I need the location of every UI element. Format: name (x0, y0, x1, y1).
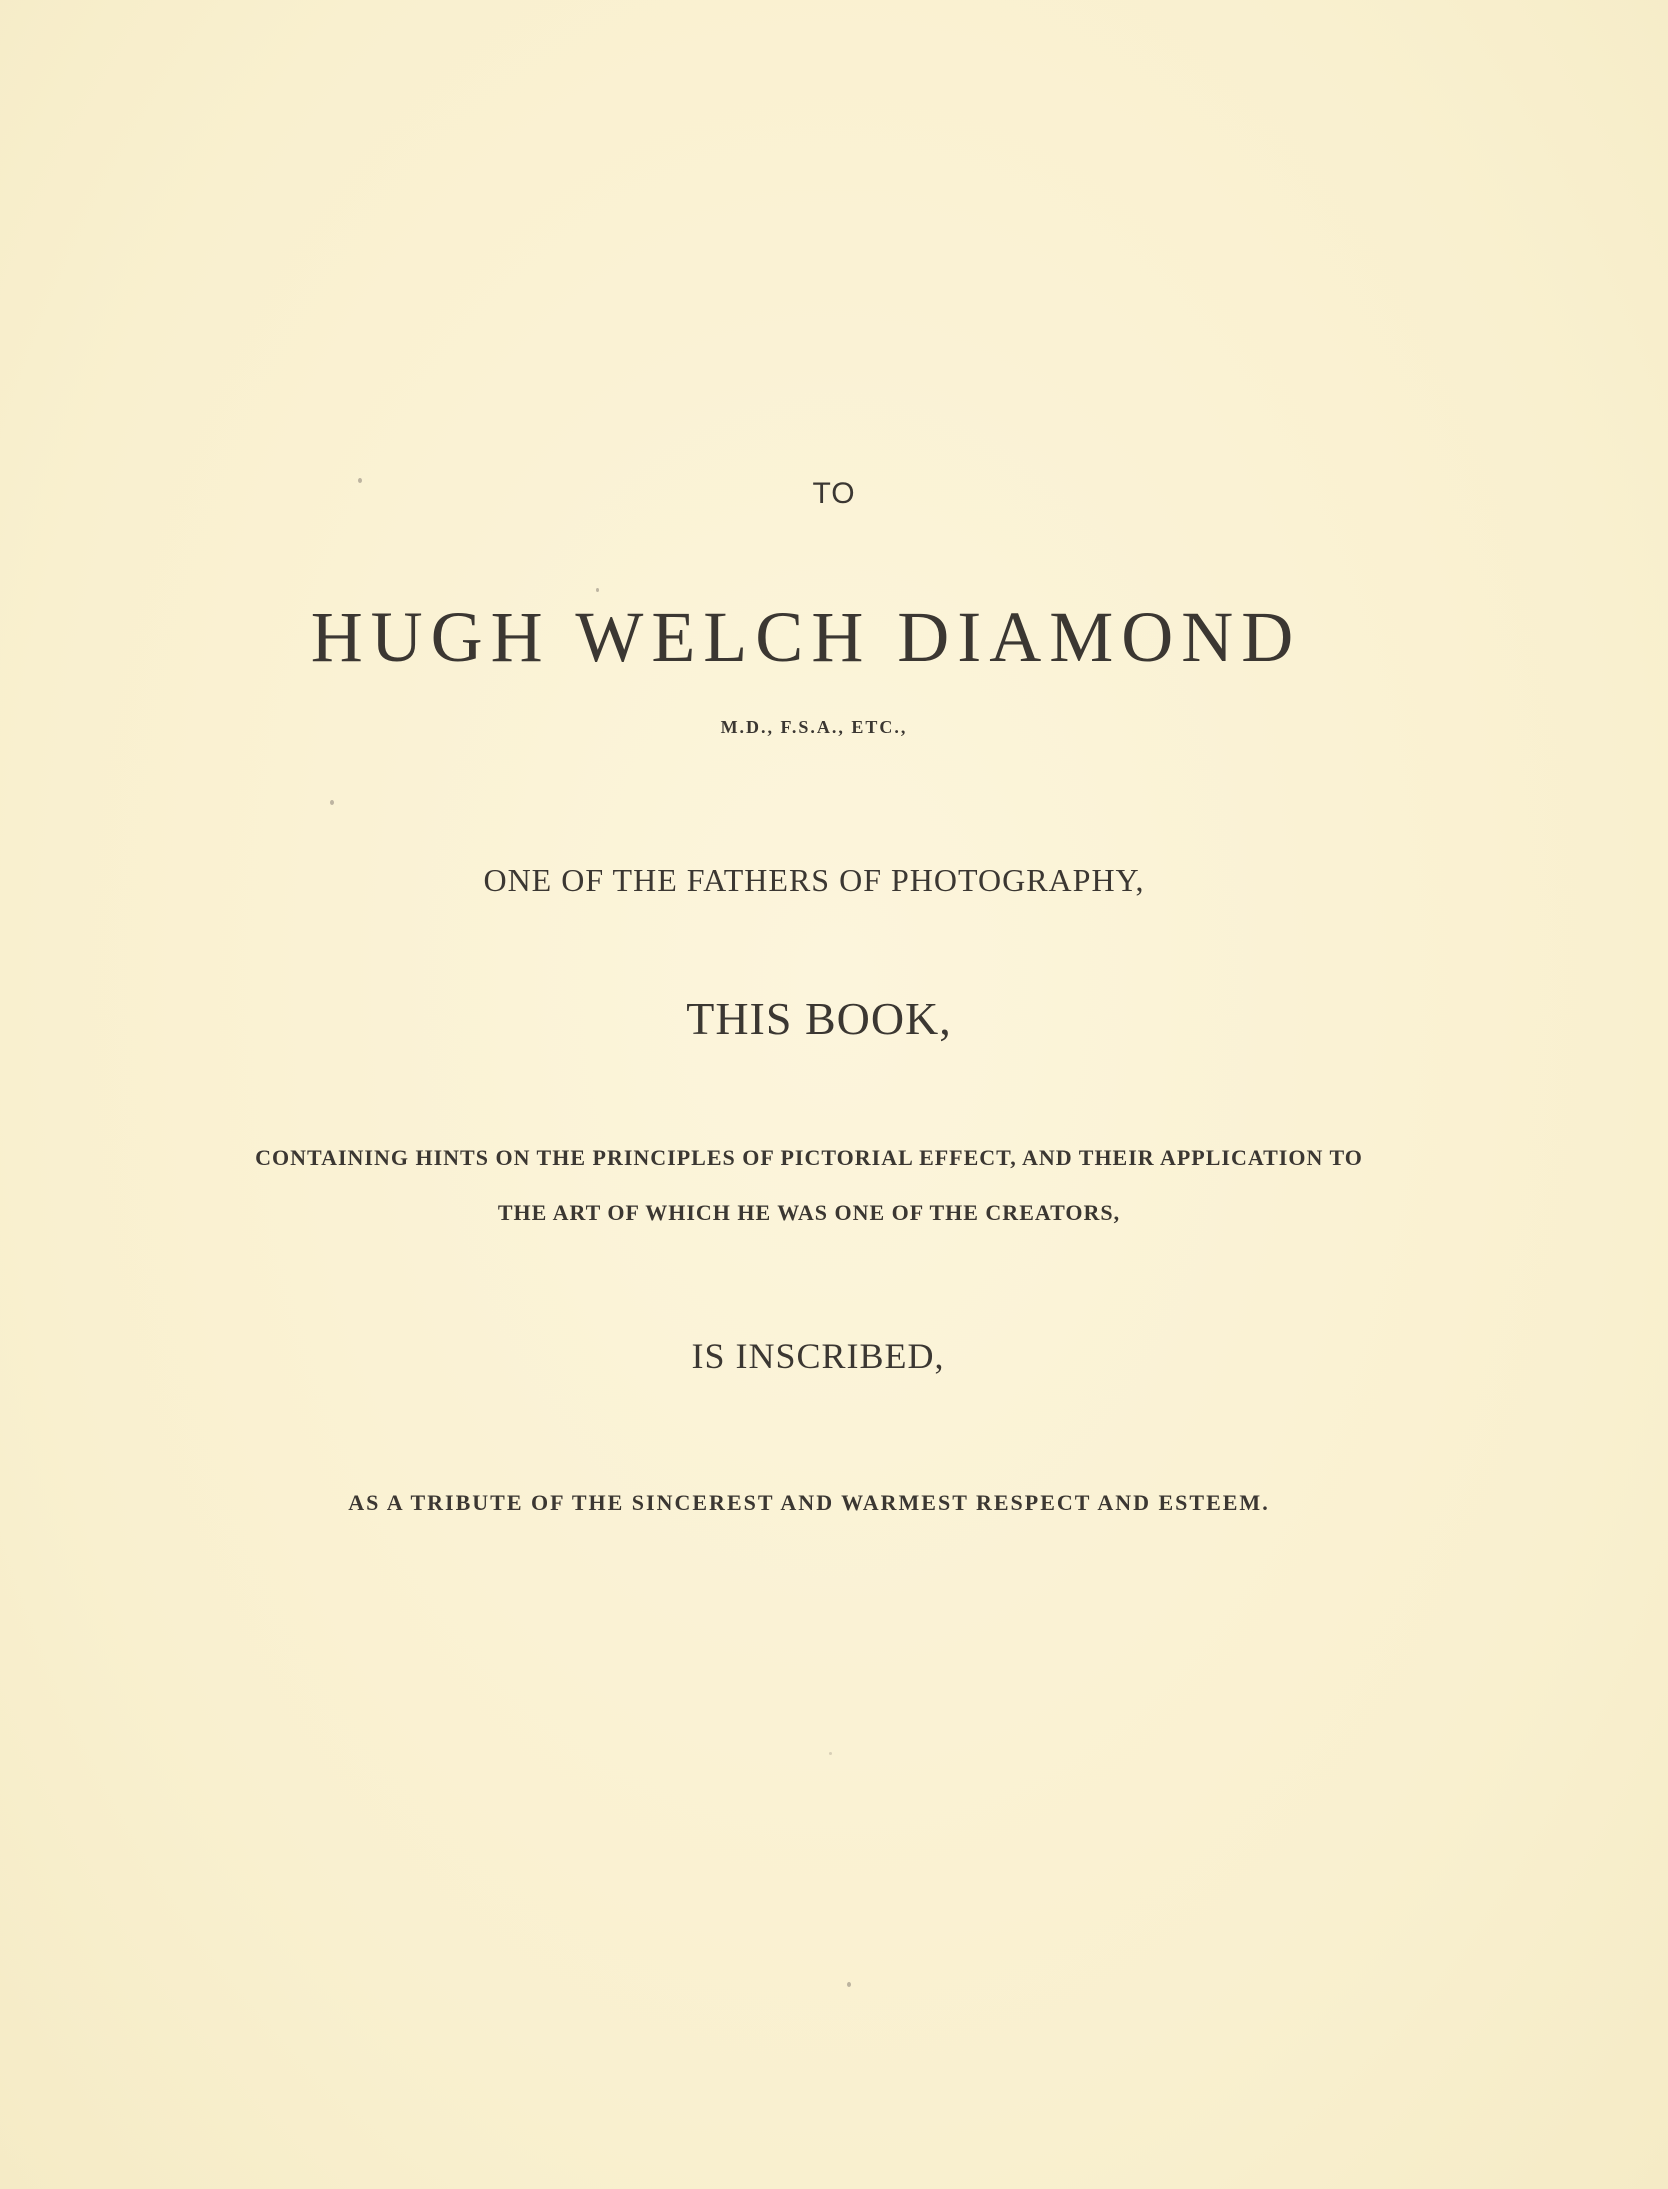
paper-speck (829, 1752, 832, 1755)
this-book-heading: THIS BOOK, (686, 993, 952, 1044)
paper-speck (358, 478, 362, 483)
paper-speck (596, 588, 599, 592)
tribute-line: AS A TRIBUTE OF THE SINCEREST AND WARMEST RESPECT AND ESTEEM. (348, 1490, 1270, 1515)
dedicatee-name: HUGH WELCH DIAMOND (310, 597, 1302, 677)
dedication-to: TO (812, 477, 856, 510)
paper-speck (847, 1982, 851, 1987)
dedicatee-degrees: M.D., F.S.A., ETC., (720, 717, 908, 737)
dedicatee-description: ONE OF THE FATHERS OF PHOTOGRAPHY, (483, 862, 1145, 898)
inscribed-heading: IS INSCRIBED, (691, 1336, 945, 1376)
book-description-line-1: CONTAINING HINTS ON THE PRINCIPLES OF PICTORIAL EFFECT, AND THEIR APPLICATION TO (255, 1145, 1363, 1170)
book-description-line-2: THE ART OF WHICH HE WAS ONE OF THE CREATORS, (497, 1200, 1121, 1225)
paper-speck (330, 800, 334, 805)
